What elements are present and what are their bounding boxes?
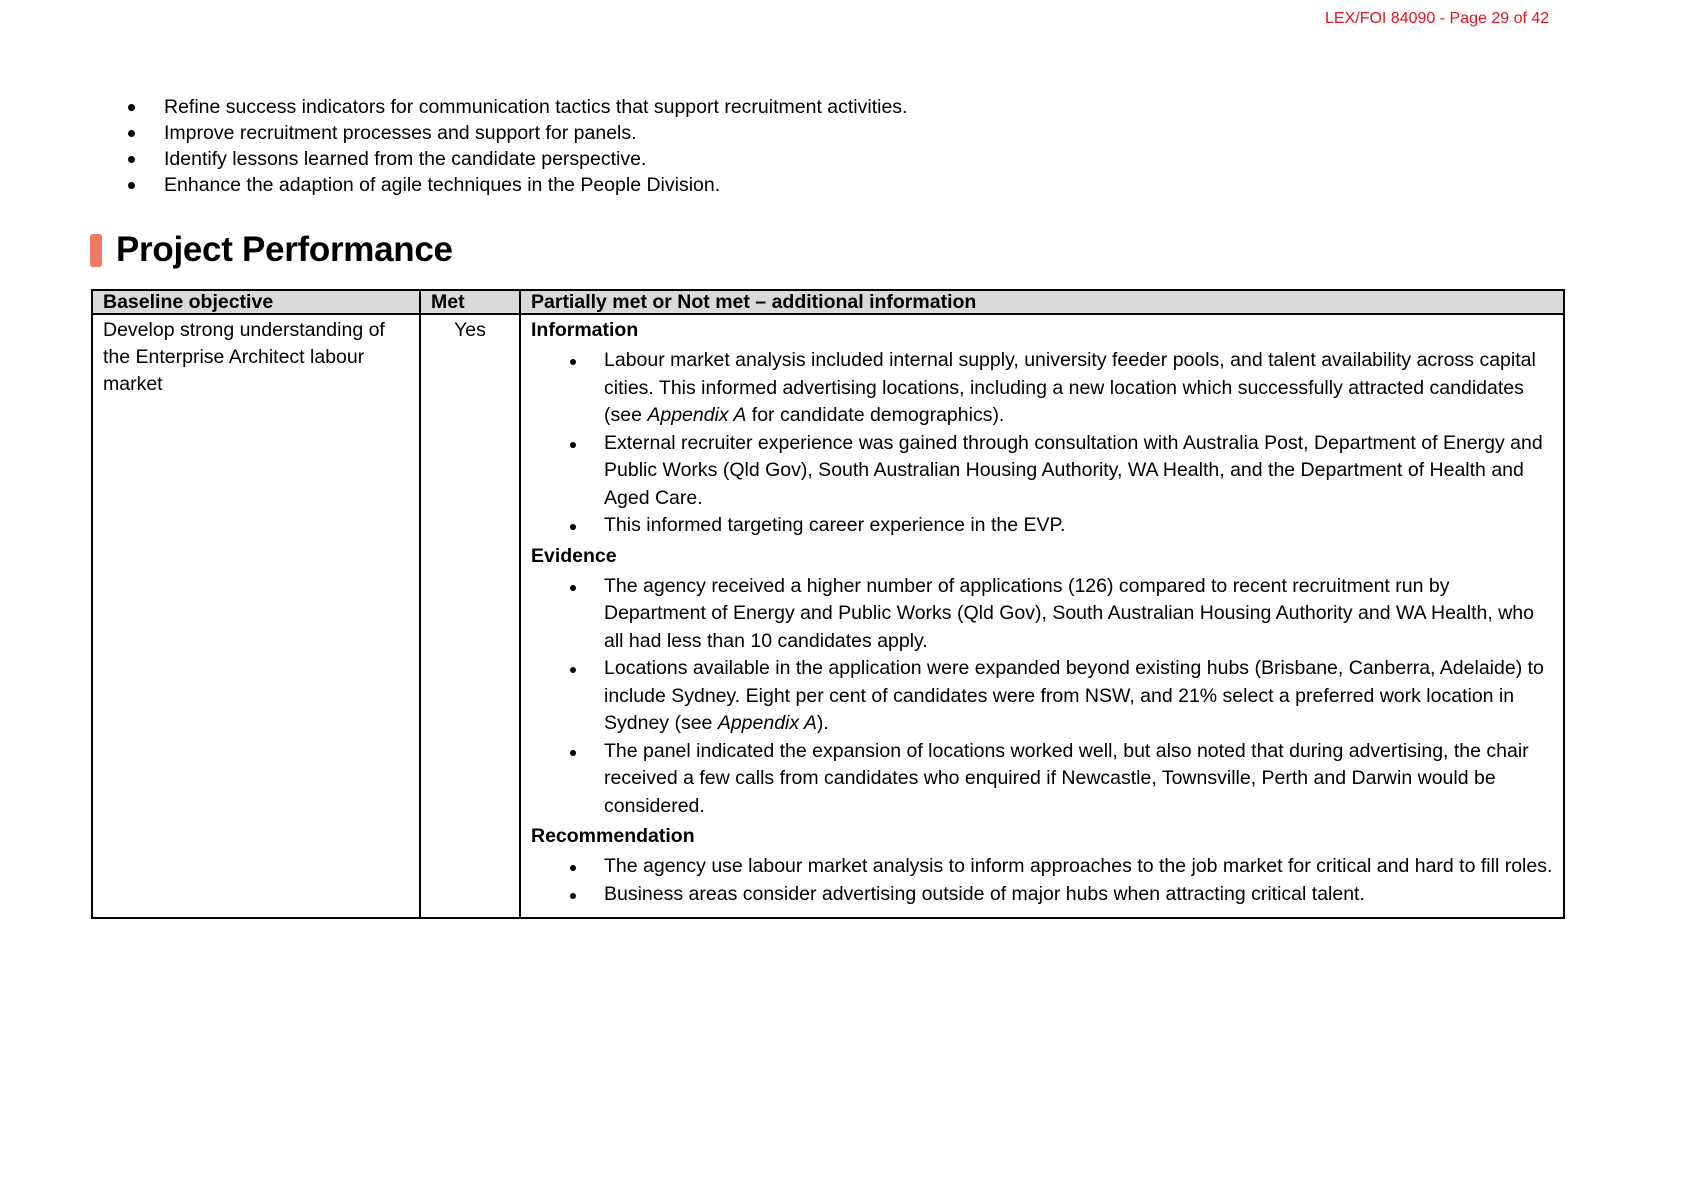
heading-accent-bar [90, 234, 102, 267]
list-item [531, 738, 1553, 821]
met-cell: Yes [420, 314, 520, 918]
recommendation-title: Recommendation [531, 825, 695, 847]
evidence-bullet-list [531, 573, 1553, 821]
information-bullet-list [531, 347, 1553, 540]
column-header-additional-info: Partially met or Not met – additional information [520, 290, 1564, 314]
column-header-baseline-objective: Baseline objective [92, 290, 420, 314]
bullet-text: External recruiter experience was gained through consultation with Australia Post, Department of Energy and Public Works (Qld Gov), South Australian Housing Authority, WA Health, and the Department of Health and Aged Care. [604, 431, 1543, 509]
bullet-text: The agency use labour market analysis to inform approaches to the job market for critical and hard to fill roles. [604, 855, 1553, 877]
objective-cell: Develop strong understanding of the Enterprise Architect labour market [92, 314, 420, 918]
additional-info-cell [520, 314, 1564, 918]
bullet-italic-ref: Appendix A [717, 712, 817, 734]
list-item [531, 573, 1553, 656]
bullet-text-tail: for candidate demographics). [746, 404, 1005, 426]
bullet-text-tail: ). [816, 712, 829, 734]
list-item [531, 512, 1553, 540]
list-item [531, 347, 1553, 430]
table-header-row [92, 290, 1564, 314]
list-item [531, 430, 1553, 513]
list-item [531, 655, 1553, 738]
intro-bullet-list [120, 94, 907, 198]
bullet-text: The agency received a higher number of applications (126) compared to recent recruitment run by Department of Energy and Public Works (Qld Gov), South Australian Housing Authority and WA Health, who all had less than 10 candidates apply. [604, 574, 1534, 652]
list-item [531, 853, 1553, 881]
recommendation-bullet-list [531, 853, 1553, 908]
list-item [531, 881, 1553, 909]
page-title: Project Performance [116, 230, 453, 269]
bullet-text: The panel indicated the expansion of locations worked well, but also noted that during advertising, the chair received a few calls from candidates who enquired if Newcastle, Townsville, Perth and Darwin would be considered. [604, 739, 1529, 817]
list-item: Enhance the adaption of agile techniques in the People Division. [120, 172, 907, 198]
column-header-met: Met [420, 290, 520, 314]
information-title: Information [531, 319, 639, 341]
table-row [92, 314, 1564, 918]
bullet-italic-ref: Appendix A [647, 404, 747, 426]
evidence-title: Evidence [531, 544, 617, 567]
section-heading [90, 230, 453, 270]
bullet-text: This informed targeting career experience in the EVP. [604, 514, 1066, 536]
list-item: Improve recruitment processes and support for panels. [120, 120, 907, 146]
performance-table [91, 289, 1565, 919]
page-stamp: LEX/FOI 84090 - Page 29 of 42 [1325, 10, 1550, 27]
list-item: Identify lessons learned from the candidate perspective. [120, 146, 907, 172]
bullet-text: Business areas consider advertising outside of major hubs when attracting critical talent. [604, 882, 1365, 905]
bullet-text: Labour market analysis included internal supply, university feeder pools, and talent availability across capital cities. This informed advertising locations, including a new location which successfully attracted candidates (see [604, 349, 1536, 426]
bullet-text: Locations available in the application were expanded beyond existing hubs (Brisbane, Canberra, Adelaide) to include Sydney. Eight per cent of candidates were from NSW, and 21% select a preferred work location in Sydney (see [604, 657, 1544, 734]
list-item: Refine success indicators for communication tactics that support recruitment activities. [120, 94, 907, 120]
